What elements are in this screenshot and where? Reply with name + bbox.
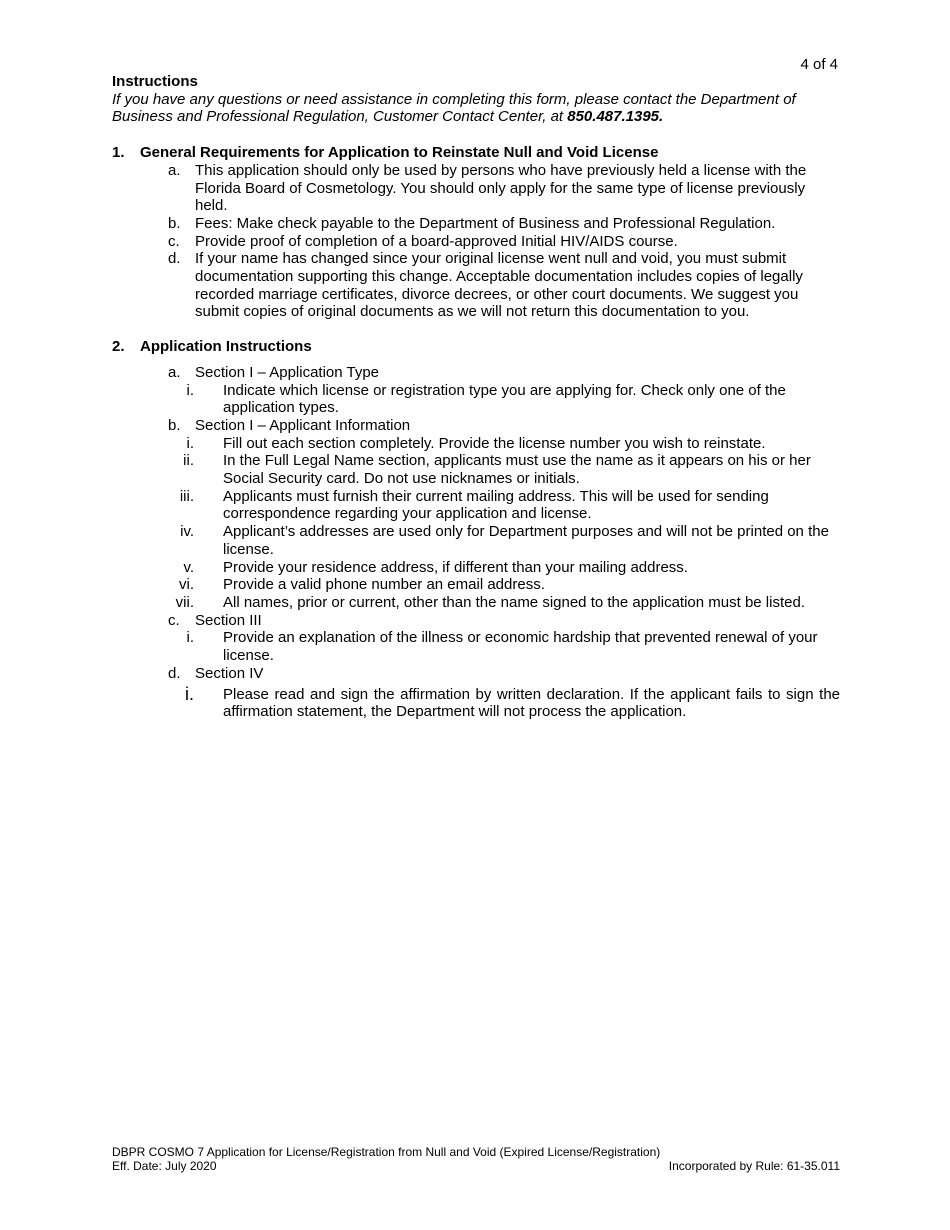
sub-item-label: i.: [186, 629, 194, 647]
item-label: d.: [168, 664, 181, 682]
sub-item-text: Provide a valid phone number an email address.: [223, 576, 545, 594]
list-item: [112, 233, 840, 251]
list-item: [112, 250, 840, 321]
sub-item-text: Provide your residence address, if different than your mailing address.: [223, 558, 688, 576]
sub-item-label: i.: [185, 683, 194, 704]
intro-text: If you have any questions or need assistance in completing this form, please contact the Department of Business and Professional Regulation, Customer Contact Center, at: [112, 90, 796, 126]
sub-item: [112, 435, 840, 453]
sub-item-label: vi.: [179, 576, 194, 594]
sub-item: [112, 576, 840, 594]
item-label: c.: [168, 611, 180, 629]
item-text: Provide proof of completion of a board-approved Initial HIV/AIDS course.: [195, 232, 678, 250]
item-label: a.: [168, 161, 181, 179]
item-label: a.: [168, 363, 181, 381]
list-item: [112, 665, 840, 683]
page-footer: [112, 1145, 840, 1173]
sub-item-label: iii.: [179, 487, 194, 505]
instructions-heading: Instructions: [112, 73, 198, 90]
sub-item-text: Provide an explanation of the illness or economic hardship that prevented renewal of your license.: [223, 629, 818, 665]
sub-item: [112, 523, 840, 558]
sub-item-text: Applicant’s addresses are used only for Department purposes and will not be printed on the license.: [223, 523, 829, 558]
sub-item: [112, 488, 840, 523]
sub-item: [112, 629, 840, 664]
list-item: [112, 364, 840, 382]
sub-item-text: Applicants must furnish their current mailing address. This will be used for sending correspondence regarding your application and license.: [223, 487, 769, 523]
sub-item-label: iv.: [180, 523, 194, 541]
sub-item: [112, 683, 840, 721]
item-label: d.: [168, 250, 181, 268]
page-number: 4 of 4: [800, 56, 838, 73]
contact-phone: 850.487.1395.: [567, 108, 664, 126]
sub-item: [112, 452, 840, 487]
instructions-content: [112, 73, 840, 721]
intro-paragraph: [112, 91, 840, 126]
item-text: Fees: Make check payable to the Department of Business and Professional Regulation.: [195, 214, 776, 232]
item-text: Section I – Applicant Information: [195, 416, 411, 434]
footer-rule: Incorporated by Rule: 61-35.011: [668, 1159, 840, 1173]
list-item: [112, 612, 840, 630]
item-text: Section I – Application Type: [195, 363, 380, 381]
item-label: b.: [168, 214, 181, 232]
section-1-title-text: General Requirements for Application to Reinstate Null and Void License: [140, 144, 659, 162]
item-text: This application should only be used by persons who have previously held a license with the Florida Board of Cosmetology. You should only apply for the same type of license previously held.: [195, 161, 807, 215]
sub-item-text: Fill out each section completely. Provide the license number you wish to reinstate.: [223, 434, 766, 452]
sub-item-text: All names, prior or current, other than the name signed to the application must be listed.: [223, 593, 805, 611]
footer-form-title: DBPR COSMO 7 Application for License/Registration from Null and Void (Expired License/Registration): [112, 1145, 661, 1159]
item-label: c.: [168, 232, 180, 250]
sub-item-text: In the Full Legal Name section, applicants must use the name as it appears on his or her Social Security card. Do not use nicknames or initials.: [223, 452, 811, 488]
item-label: b.: [168, 416, 181, 434]
section-1-number: 1.: [112, 144, 125, 162]
sub-item-label: i.: [186, 434, 194, 452]
section-2-title-text: Application Instructions: [140, 338, 312, 356]
section-1-title: [112, 144, 840, 162]
sub-item: [112, 382, 840, 417]
sub-item-label: ii.: [183, 452, 194, 470]
list-item: [112, 417, 840, 435]
sub-item-label: v.: [183, 558, 194, 576]
list-item: [112, 162, 840, 215]
item-text: Section III: [195, 611, 262, 629]
footer-row: [112, 1159, 840, 1173]
list-item: [112, 215, 840, 233]
item-text: Section IV: [195, 664, 264, 682]
section-2-number: 2.: [112, 338, 125, 356]
footer-eff-date: Eff. Date: July 2020: [112, 1159, 217, 1173]
sub-item-label: vii.: [175, 593, 194, 611]
sub-item-text: Indicate which license or registration type you are applying for. Check only one of the application types.: [223, 381, 786, 417]
sub-item: [112, 559, 840, 577]
item-text: If your name has changed since your original license went null and void, you must submit documentation supporting this change. Acceptable documentation includes copies of legally recorded marriage certificates, divorce decrees, or other court documents. We suggest you submit copies of original documents as we will not return this documentation to you.: [195, 250, 803, 321]
sub-item-text: Please read and sign the affirmation by written declaration. If the applicant fails to sign the affirmation statement, the Department will not process the application.: [223, 685, 840, 721]
section-2-title: [112, 338, 840, 356]
sub-item-label: i.: [186, 381, 194, 399]
sub-item: [112, 594, 840, 612]
